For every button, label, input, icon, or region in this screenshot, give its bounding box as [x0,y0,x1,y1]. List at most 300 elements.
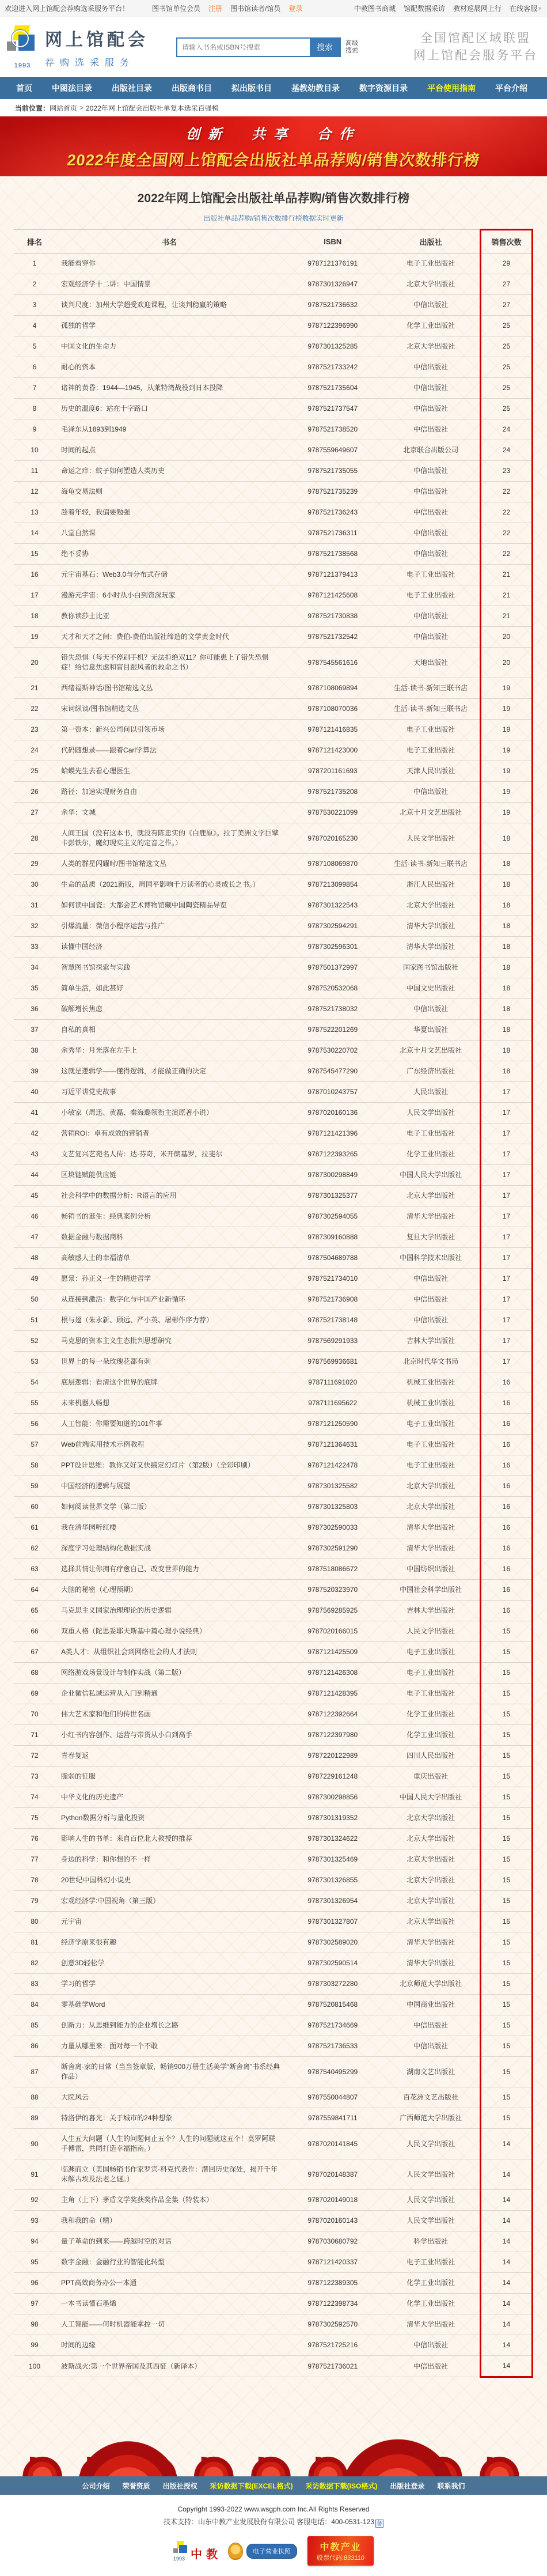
sales-cell: 19 [480,678,532,699]
table-row [14,1559,533,1580]
title-cell: 马克思主义国家治理理论的历史逻辑 [55,1601,283,1621]
nav-item[interactable]: 中图法目录 [52,84,92,93]
sales-cell: 25 [480,378,532,399]
rank-cell: 65 [14,1601,55,1621]
breadcrumb [0,99,547,116]
publisher-cell: 生活·读书·新知三联书店 [382,854,480,875]
isbn-cell: 9787521738148 [283,1310,382,1331]
publisher-cell: 化学工业出版社 [382,2273,480,2294]
publisher-cell: 电子工业出版社 [382,1455,480,1476]
isbn-cell: 9787521736632 [283,295,382,316]
title-cell: 高敏感人士的幸福清单 [55,1248,283,1269]
isbn-cell: 9787201161693 [283,761,382,782]
sales-cell: 18 [480,999,532,1020]
isbn-cell: 9787301325377 [283,1186,382,1206]
nav-item[interactable]: 基教幼教目录 [291,84,340,93]
title-cell: Python数据分析与量化投资 [55,1808,283,1829]
rank-cell: 11 [14,461,55,482]
sales-cell: 15 [480,1808,532,1829]
title-cell: 蛤蟆先生去看心理医生 [55,761,283,782]
table-row [14,1766,533,1787]
title-cell: 力量从哪里来：面对每一个不敢 [55,2036,283,2057]
isbn-cell: 9787301322543 [283,895,382,916]
isbn-cell: 9787309160888 [283,1227,382,1248]
title-cell: A类人才：从组织社会到网络社会的人才法则 [55,1642,283,1663]
rank-cell: 28 [14,823,55,854]
table-row [14,1725,533,1746]
publisher-cell: 人民文学出版社 [382,2190,480,2211]
isbn-cell: 9787301327807 [283,1912,382,1932]
publisher-cell: 湖南文艺出版社 [382,2057,480,2087]
isbn-cell: 9787020148387 [283,2159,382,2190]
isbn-cell: 9787521730838 [283,606,382,627]
publisher-cell: 中信出版社 [382,2015,480,2036]
isbn-cell: 9787545477290 [283,1061,382,1082]
sales-cell: 20 [480,627,532,648]
table-row [14,740,533,761]
rank-cell: 70 [14,1704,55,1725]
nav-item[interactable]: 出版商书目 [172,84,212,93]
isbn-cell: 9787020166015 [283,1621,382,1642]
sales-cell: 15 [480,1787,532,1808]
title-cell: 创意3D轻松学 [55,1953,283,1974]
publisher-cell: 北京时代华文书局 [382,1352,480,1372]
isbn-cell: 9787121428395 [283,1684,382,1704]
rank-cell: 93 [14,2211,55,2231]
rank-cell: 20 [14,648,55,678]
isbn-cell: 9787121250590 [283,1414,382,1435]
table-row [14,1974,533,1995]
sales-cell: 18 [480,1041,532,1061]
isbn-cell: 9787521736311 [283,523,382,544]
table-row [14,2252,533,2273]
title-cell: 引爆流量：微信小程序运营与推广 [55,916,283,937]
publisher-cell: 生活·读书·新知三联书店 [382,699,480,720]
table-row [14,502,533,523]
sales-cell: 19 [480,740,532,761]
title-cell: 断舍离·家的日常（当当签章版，畅销900万册生活美学“断舍离”书系经典作品） [55,2057,283,2087]
sales-cell: 18 [480,875,532,895]
rank-cell: 13 [14,502,55,523]
rank-cell: 99 [14,2335,55,2356]
sales-cell: 22 [480,482,532,502]
publisher-cell: 化学工业出版社 [382,316,480,336]
table-row [14,565,533,585]
publisher-cell: 北京联合出版公司 [382,440,480,461]
zhongjiao-logo[interactable]: 1993 中 教 [173,2541,218,2562]
rank-cell: 82 [14,1953,55,1974]
title-cell: 生命的品质（2021新版，周国平影响千万读者的心灵成长之书。） [55,875,283,895]
sales-cell: 19 [480,761,532,782]
publisher-cell: 生活·读书·新知三联书店 [382,678,480,699]
table-row [14,1538,533,1559]
rank-cell: 51 [14,1310,55,1331]
sales-cell: 15 [480,2087,532,2108]
sales-cell: 17 [480,1103,532,1124]
isbn-cell: 9787301325469 [283,1849,382,1870]
publisher-cell: 华夏出版社 [382,1020,480,1041]
publisher-cell: 北京大学出版社 [382,1186,480,1206]
rank-cell: 74 [14,1787,55,1808]
sales-cell: 17 [480,1144,532,1165]
sales-cell: 16 [480,1580,532,1601]
table-row [14,2108,533,2129]
breadcrumb-home-link[interactable]: 网站首页 [50,104,78,112]
title-cell: 脆弱的征服 [55,1766,283,1787]
title-cell: 人工智能——何时机器能掌控一切 [55,2314,283,2335]
isbn-cell: 9787121416835 [283,720,382,740]
publisher-cell: 重庆出版社 [382,1766,480,1787]
table-header [14,230,533,254]
rank-cell: 92 [14,2190,55,2211]
table-row [14,1061,533,1082]
emblem-icon [228,2543,243,2560]
publisher-cell: 北京十月文艺出版社 [382,1041,480,1061]
rank-cell: 63 [14,1559,55,1580]
title-cell: 未来机器人畅想 [55,1393,283,1414]
footer-link[interactable]: 荣誉资质 [122,2482,150,2490]
rank-cell: 18 [14,606,55,627]
sales-cell: 16 [480,1559,532,1580]
rank-cell: 25 [14,761,55,782]
footer-link[interactable]: 联系我们 [437,2482,465,2490]
sales-cell: 15 [480,1704,532,1725]
topbar-link[interactable]: 在线客服 [510,5,538,13]
top-utility-bar [0,0,547,17]
rank-cell: 87 [14,2057,55,2087]
table-row [14,1186,533,1206]
table-row [14,2057,533,2087]
isbn-cell: 9787122398734 [283,2294,382,2314]
rank-cell: 62 [14,1538,55,1559]
table-row [14,2036,533,2057]
title-cell: 双重人格（陀思妥耶夫斯基中篇心理小说经典） [55,1621,283,1642]
isbn-cell: 9787518086672 [283,1559,382,1580]
rank-cell: 78 [14,1870,55,1891]
rank-cell: 23 [14,720,55,740]
isbn-cell: 9787521736908 [283,1289,382,1310]
sales-cell: 22 [480,502,532,523]
rank-cell: 49 [14,1269,55,1289]
rank-cell: 36 [14,999,55,1020]
sales-cell: 17 [480,1331,532,1352]
ranking-title: 2022年网上馆配会出版社单品荐购/销售次数排行榜 [137,192,410,205]
title-cell: 错失恐惧（每天不停刷手机？无法拒绝双11？你可能患上了错失恐惧症！给信息焦虑和盲目跟风者的救命之书） [55,648,283,678]
dropdown-caret-icon[interactable]: ▼ [537,5,542,12]
publisher-cell: 北京十月文艺出版社 [382,803,480,823]
publisher-cell: 化学工业出版社 [382,1725,480,1746]
title-cell: 耐心的资本 [55,357,283,378]
sales-cell: 18 [480,937,532,958]
isbn-cell: 9787108069870 [283,854,382,875]
title-cell: 文艺复兴艺苑名人传：达·芬奇，米开朗基罗，拉斐尔 [55,1144,283,1165]
nav-item[interactable]: 出版社目录 [112,84,152,93]
table-row [14,782,533,803]
rank-cell: 81 [14,1932,55,1953]
topbar-link[interactable]: 中教图书商城 [354,5,396,13]
search-input[interactable] [177,39,310,56]
table-row [14,1621,533,1642]
site-logo[interactable] [6,25,149,69]
nav-item[interactable]: 平台介绍 [495,84,527,93]
rank-cell: 45 [14,1186,55,1206]
title-cell: 区块链赋能供应链 [55,1165,283,1186]
stock-banner[interactable]: 中教产业 股票代码:833110 [307,2536,374,2566]
table-row [14,482,533,502]
isbn-cell: 9787300298849 [283,1165,382,1186]
publisher-cell: 机械工业出版社 [382,1393,480,1414]
rank-cell: 34 [14,958,55,978]
isbn-cell: 9787521736243 [283,502,382,523]
table-row [14,1082,533,1103]
isbn-cell: 9787521734010 [283,1269,382,1289]
topbar-link[interactable]: 馆配数据采访 [404,5,446,13]
nav-item[interactable]: 数字资源目录 [359,84,408,93]
table-row [14,2190,533,2211]
isbn-cell: 9787030680792 [283,2231,382,2252]
title-cell: 青春复返 [55,1746,283,1766]
sales-cell: 17 [480,1269,532,1289]
isbn-cell: 9787569291933 [283,1331,382,1352]
table-row [14,1601,533,1621]
logo-icon [6,25,39,61]
isbn-cell: 9787121425509 [283,1642,382,1663]
sales-cell: 15 [480,1642,532,1663]
publisher-cell: 清华大学出版社 [382,937,480,958]
isbn-cell: 9787302596301 [283,937,382,958]
sales-cell: 19 [480,720,532,740]
publisher-cell: 中信出版社 [382,2036,480,2057]
rank-cell: 48 [14,1248,55,1269]
publisher-cell: 中信出版社 [382,461,480,482]
sales-cell: 18 [480,1061,532,1082]
title-cell: 教你读莎士比亚 [55,606,283,627]
table-row [14,1580,533,1601]
footer-link[interactable]: 公司介绍 [82,2482,110,2490]
rank-cell: 22 [14,699,55,720]
publisher-cell: 科学出版社 [382,2231,480,2252]
isbn-cell: 9787559649607 [283,440,382,461]
title-cell: 中华文化的历史遗产 [55,1787,283,1808]
table-row [14,523,533,544]
publisher-cell: 电子工业出版社 [382,585,480,606]
table-row [14,440,533,461]
rank-cell: 52 [14,1331,55,1352]
publisher-cell: 中国社会科学出版社 [382,1580,480,1601]
table-row [14,295,533,316]
publisher-cell: 中信出版社 [382,999,480,1020]
business-license-badge[interactable]: 电子营业执照 [228,2543,297,2560]
publisher-cell: 化学工业出版社 [382,1144,480,1165]
sales-cell: 18 [480,958,532,978]
sales-cell: 21 [480,585,532,606]
table-row [14,803,533,823]
title-cell: 命运之痒：蚊子如何塑造人类历史 [55,461,283,482]
sales-cell: 15 [480,1891,532,1912]
sales-cell: 16 [480,1518,532,1538]
publisher-cell: 清华大学出版社 [382,1932,480,1953]
sales-cell: 14 [480,2314,532,2335]
publisher-cell: 北京大学出版社 [382,1849,480,1870]
isbn-cell: 9787521735208 [283,782,382,803]
title-cell: 社会科学中的数据分析：R语言的应用 [55,1186,283,1206]
table-row [14,1518,533,1538]
table-row [14,978,533,999]
footer-link[interactable]: 采访数据下载(ISO格式) [305,2482,378,2490]
rank-cell: 33 [14,937,55,958]
sales-cell: 15 [480,1829,532,1849]
table-row [14,895,533,916]
title-cell: 深度学习处理结构化数据实战 [55,1538,283,1559]
rank-cell: 75 [14,1808,55,1829]
table-row [14,2015,533,2036]
title-cell: 世界上的每一朵玫瑰花都有刺 [55,1352,283,1372]
title-cell: 自私的真相 [55,1020,283,1041]
table-row [14,761,533,782]
isbn-cell: 9787121420337 [283,2252,382,2273]
table-row [14,419,533,440]
publisher-cell: 中国商业出版社 [382,1995,480,2015]
sales-cell: 16 [480,1414,532,1435]
sales-cell: 16 [480,1435,532,1455]
isbn-cell: 9787301326855 [283,1870,382,1891]
table-row [14,461,533,482]
column-header: 书名 [55,230,283,254]
title-cell: 宏观经济学:中国视角（第三版） [55,1891,283,1912]
publisher-cell: 电子工业出版社 [382,254,480,274]
publisher-cell: 北京师范大学出版社 [382,1974,480,1995]
isbn-cell: 9787121422478 [283,1455,382,1476]
sales-cell: 15 [480,1684,532,1704]
login-link[interactable]: 登录 [288,5,303,13]
isbn-cell: 9787540495299 [283,2057,382,2087]
sales-cell: 15 [480,1746,532,1766]
footer-link[interactable]: 出版社登录 [390,2482,425,2490]
table-row [14,1995,533,2015]
isbn-cell: 9787302591290 [283,1538,382,1559]
table-row [14,875,533,895]
publisher-cell: 中信出版社 [382,419,480,440]
topbar-links [354,3,537,13]
rank-cell: 83 [14,1974,55,1995]
rank-cell: 43 [14,1144,55,1165]
sales-cell: 24 [480,419,532,440]
rank-cell: 42 [14,1124,55,1144]
isbn-cell: 9787520532068 [283,978,382,999]
publisher-cell: 人民出版社 [382,1082,480,1103]
isbn-cell: 9787521733242 [283,357,382,378]
publisher-cell: 国家图书馆出版社 [382,958,480,978]
title-cell: 谈判尺度：加州大学超受欢迎课程，让谈判稳赢的策略 [55,295,283,316]
breadcrumb-current: 2022年网上馆配会出版社单复本选采百强榜 [86,104,219,112]
rank-cell: 68 [14,1663,55,1684]
title-cell: 余华：文城 [55,803,283,823]
isbn-cell: 9787301325803 [283,1497,382,1518]
table-row [14,916,533,937]
table-row [14,2129,533,2159]
publisher-cell: 人民文学出版社 [382,1621,480,1642]
table-row [14,544,533,565]
isbn-cell: 9787301324622 [283,1829,382,1849]
footer-link[interactable]: 出版社授权 [162,2482,197,2490]
table-row [14,2294,533,2314]
rank-cell: 86 [14,2036,55,2057]
rank-cell: 39 [14,1061,55,1082]
title-cell: 如何读中国瓷：大都会艺术博物馆藏中国陶瓷精品导览 [55,895,283,916]
title-cell: 孤独的哲学 [55,316,283,336]
sales-cell: 19 [480,699,532,720]
sales-cell: 16 [480,1393,532,1414]
nav-item[interactable]: 拟出版书目 [231,84,272,93]
reader-label: 图书馆读者/馆员 [230,5,281,13]
isbn-cell: 9787010243757 [283,1082,382,1103]
sales-cell: 14 [480,2356,532,2377]
isbn-cell: 9787122393265 [283,1144,382,1165]
nav-item[interactable]: 平台使用指南 [427,84,476,93]
footer-link[interactable]: 采访数据下载(EXCEL格式) [210,2482,293,2490]
title-cell: 中国经济的逻辑与展望 [55,1476,283,1497]
table-row [14,399,533,419]
title-cell: 人间王国（没有这本书，就没有陈忠实的《白鹿原》。拉丁美洲文学巨擘卡彭铁尔，魔幻现实主义的定音之作。） [55,823,283,854]
publisher-cell: 人民文学出版社 [382,2159,480,2190]
table-row [14,1165,533,1186]
police-badge-icon[interactable]: 备 [377,2521,383,2527]
sales-cell: 24 [480,440,532,461]
isbn-cell: 9787520815468 [283,1995,382,2015]
sales-cell: 25 [480,357,532,378]
rank-cell: 1 [14,254,55,274]
welcome-text: 欢迎进入网上馆配会荐购选采服务平台！ [5,5,130,13]
sales-cell: 22 [480,544,532,565]
sales-cell: 17 [480,1165,532,1186]
isbn-cell: 9787303272280 [283,1974,382,1995]
table-row [14,1829,533,1849]
title-cell: 漫游元宇宙：6小时从小白到资深玩家 [55,585,283,606]
nav-item[interactable]: 首页 [16,84,32,93]
rank-cell: 12 [14,482,55,502]
rank-cell: 73 [14,1766,55,1787]
sales-cell: 18 [480,823,532,854]
table-row [14,1352,533,1372]
advanced-search-link[interactable]: 高级 搜索 [345,40,358,54]
isbn-cell: 9787521737547 [283,399,382,419]
publisher-cell: 中国文史出版社 [382,978,480,999]
isbn-cell: 9787213099854 [283,875,382,895]
rank-cell: 80 [14,1912,55,1932]
rank-cell: 30 [14,875,55,895]
rank-cell: 72 [14,1746,55,1766]
rank-cell: 19 [14,627,55,648]
table-row [14,1808,533,1829]
table-row [14,606,533,627]
logo-subtitle: 荐购选采服务 [45,58,135,68]
publisher-cell: 电子工业出版社 [382,565,480,585]
topbar-link[interactable]: 教材巡展网上行 [453,5,502,13]
rank-cell: 46 [14,1206,55,1227]
isbn-cell: 9787121364631 [283,1435,382,1455]
register-link[interactable]: 注册 [208,5,223,13]
publisher-cell: 吉林大学出版社 [382,1601,480,1621]
publisher-cell: 中信出版社 [382,1269,480,1289]
search-button[interactable]: 搜索 [310,39,340,56]
title-cell: 天才和天才之间：费伯-费伯出版社缔造的文学黄金时代 [55,627,283,648]
table-row [14,1497,533,1518]
sales-cell: 15 [480,2057,532,2087]
title-cell: 畅销书的诞生：经典案例分析 [55,1206,283,1227]
title-cell: 愿景：孙正义一生的精进哲学 [55,1269,283,1289]
isbn-cell: 9787569936681 [283,1352,382,1372]
title-cell: 大院风云 [55,2087,283,2108]
